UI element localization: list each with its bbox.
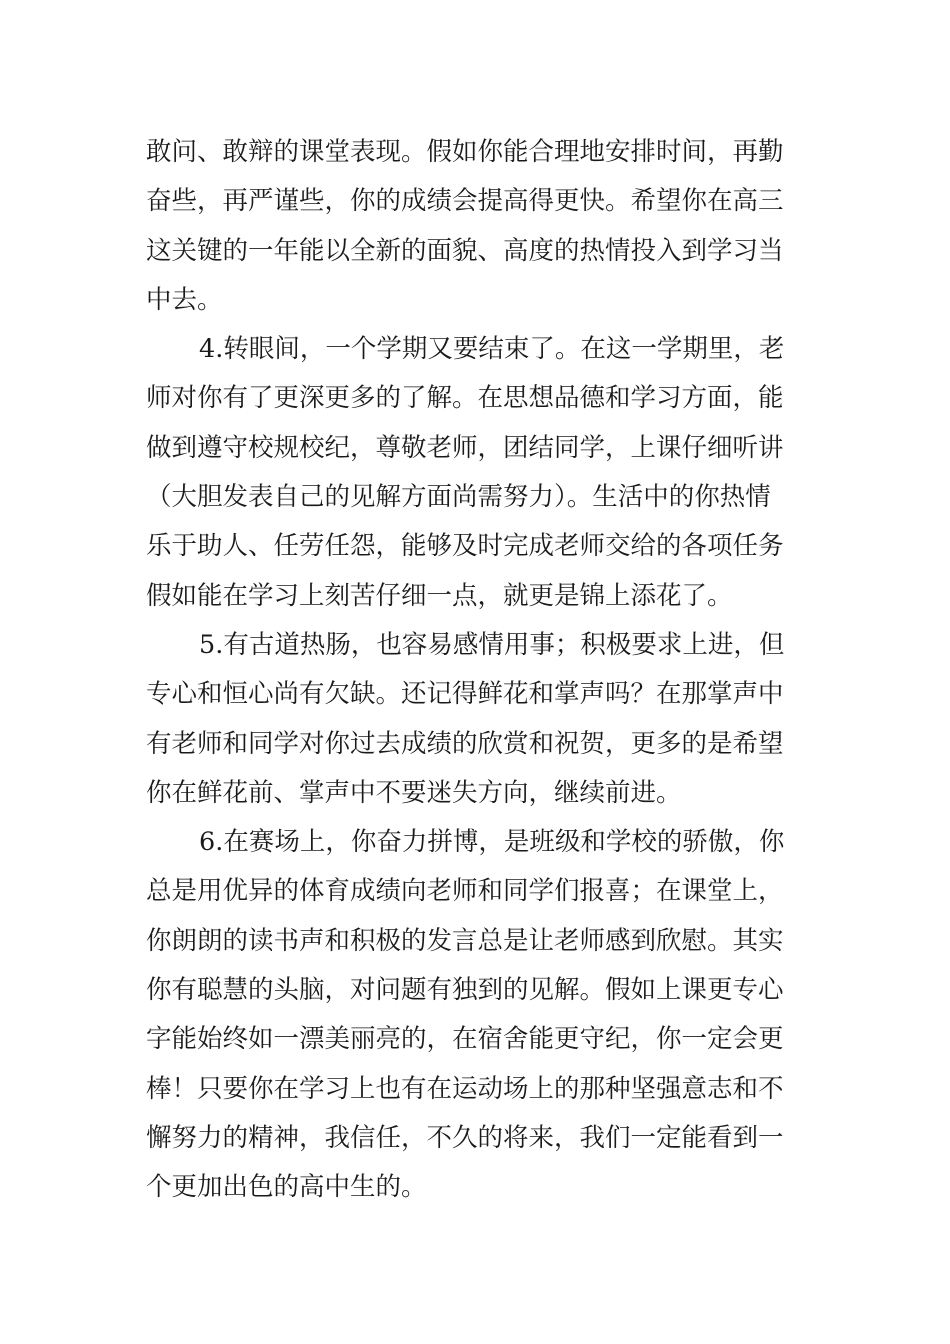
text-line: 专心和恒心尚有欠缺。还记得鲜花和掌声吗？在那掌声中 <box>146 679 784 710</box>
text-line: 个更加出色的高中生的。 <box>146 1172 427 1203</box>
paragraph-4-first-line: 4.转眼间，一个学期又要结束了。在这一学期里，老 <box>199 334 785 365</box>
text-line: 你在鲜花前、掌声中不要迷失方向，继续前进。 <box>146 777 682 808</box>
text-line: 有老师和同学对你过去成绩的欣赏和祝贺，更多的是希望 <box>146 728 784 759</box>
text-line: 奋些，再严谨些，你的成绩会提高得更快。希望你在高三 <box>146 186 784 217</box>
text-line: 乐于助人、任劳任怨，能够及时完成老师交给的各项任务 <box>146 531 784 562</box>
text-line: 师对你有了更深更多的了解。在思想品德和学习方面，能 <box>146 383 784 414</box>
paragraph-5-first-line: 5.有古道热肠，也容易感情用事；积极要求上进，但 <box>199 629 785 660</box>
text-line: 做到遵守校规校纪，尊敬老师，团结同学，上课仔细听讲 <box>146 432 784 463</box>
text-line: 假如能在学习上刻苦仔细一点，就更是锦上添花了。 <box>146 580 733 611</box>
text-line: 敢问、敢辩的课堂表现。假如你能合理地安排时间，再勤 <box>146 137 784 167</box>
paragraph-6-first-line: 6.在赛场上，你奋力拼博，是班级和学校的骄傲，你 <box>199 827 785 858</box>
text-line: 总是用优异的体育成绩向老师和同学们报喜；在课堂上， <box>146 876 784 907</box>
text-line: 懈努力的精神，我信任，不久的将来，我们一定能看到一 <box>146 1122 784 1153</box>
text-line: 你朗朗的读书声和积极的发言总是让老师感到欣慰。其实 <box>146 925 784 956</box>
text-line: 你有聪慧的头脑，对问题有独到的见解。假如上课更专心 <box>146 975 784 1006</box>
document-body <box>146 128 811 1213</box>
text-line: 中去。 <box>146 284 223 315</box>
text-line: （大胆发表自己的见解方面尚需努力）。生活中的你热情 <box>146 482 771 513</box>
text-line: 字能始终如一漂美丽亮的，在宿舍能更守纪，你一定会更 <box>146 1024 784 1055</box>
text-line: 这关键的一年能以全新的面貌、高度的热情投入到学习当 <box>146 235 784 266</box>
text-line: 棒！只要你在学习上也有在运动场上的那种坚强意志和不 <box>146 1073 784 1104</box>
